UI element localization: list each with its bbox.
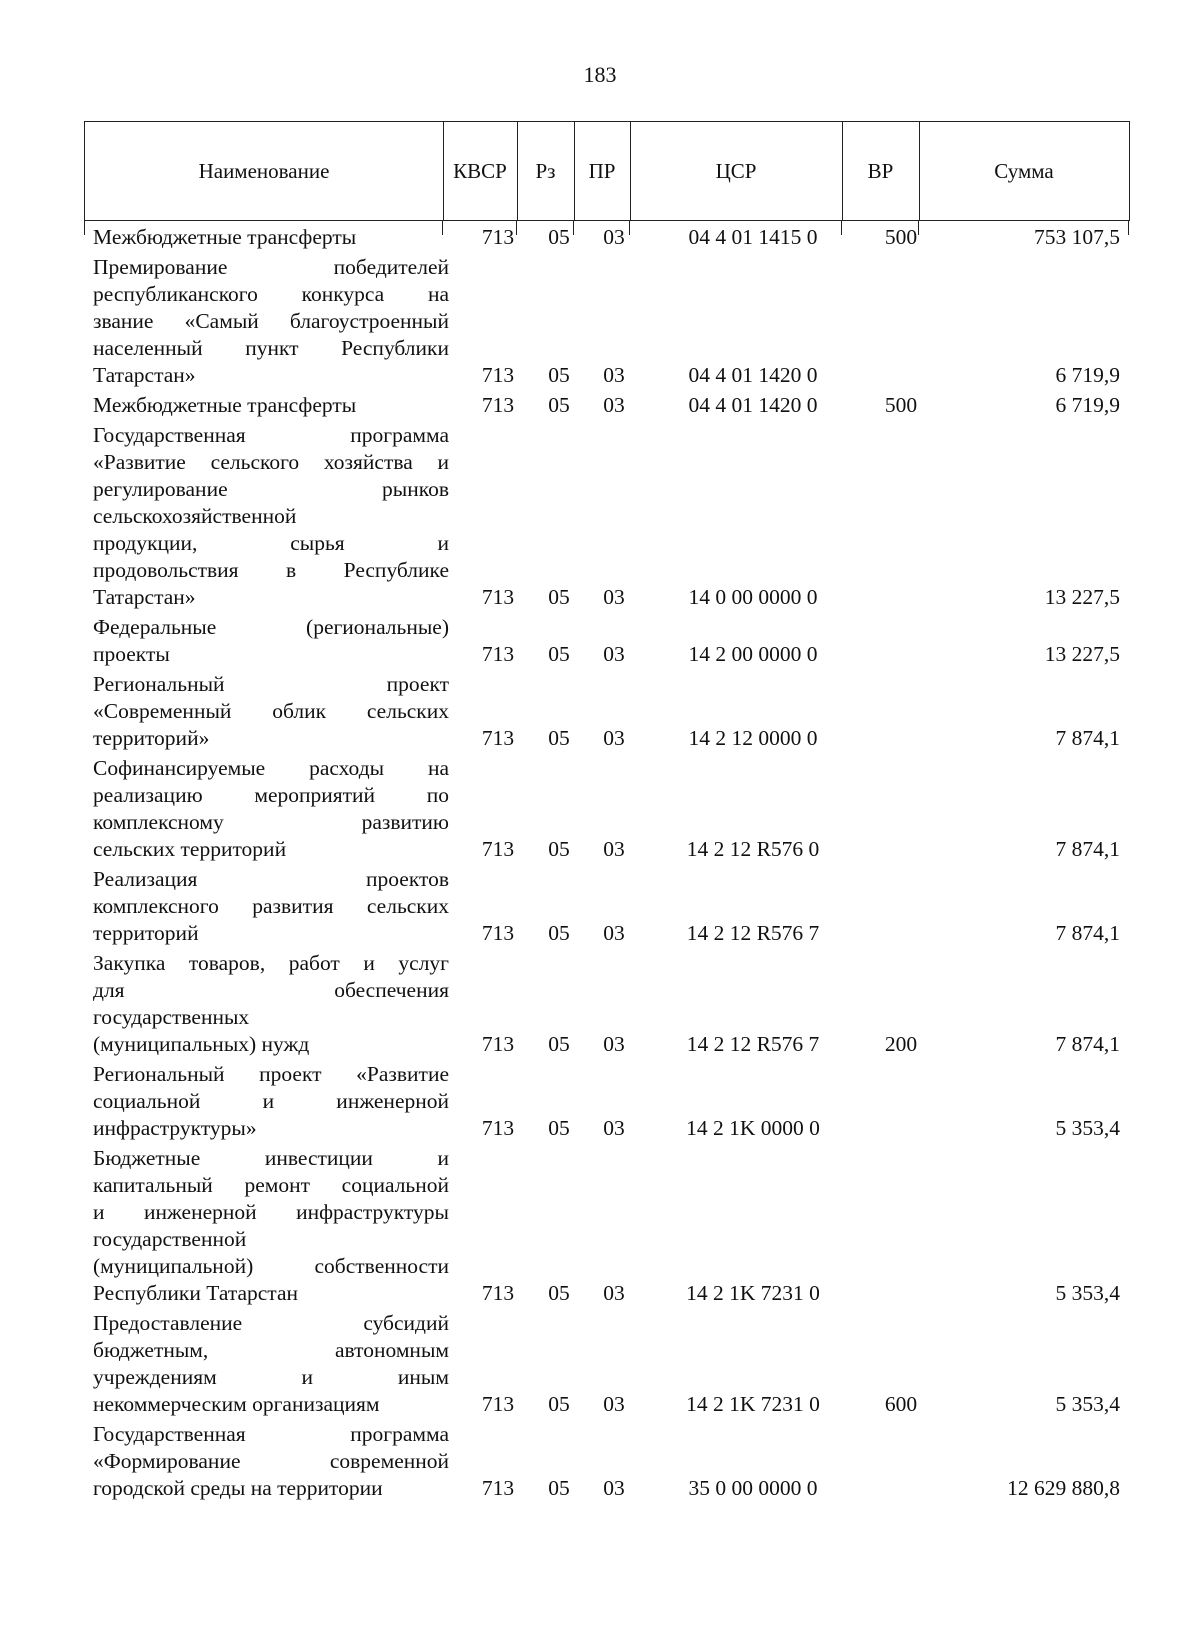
row-rz: 05	[548, 225, 570, 249]
row-csr: 04 4 01 1415 0	[688, 225, 818, 249]
row-name-line: некоммерческим организациям	[93, 1392, 380, 1416]
row-csr: 14 0 00 0000 0	[688, 585, 818, 609]
row-name-line: государственной	[93, 1227, 247, 1251]
row-name-line: Республики Татарстан	[93, 1281, 299, 1305]
row-name	[93, 224, 449, 251]
row-name-line: территорий	[93, 921, 199, 945]
table-row	[0, 254, 1200, 389]
row-rz: 05	[548, 642, 570, 666]
row-name-line: Межбюджетные трансферты	[93, 225, 357, 249]
header-vr: ВР	[867, 158, 894, 183]
row-name-line: городской среды на территории	[93, 1476, 383, 1500]
row-name	[93, 1310, 449, 1418]
row-name-line: Закупка товаров, работ и услуг	[93, 951, 449, 975]
row-kvsr: 713	[481, 225, 515, 249]
table-row	[0, 1421, 1200, 1502]
row-name-line: проекты	[93, 642, 170, 666]
row-kvsr: 713	[481, 921, 515, 945]
row-pr: 03	[603, 726, 625, 750]
row-name-line: населенный пункт Республики	[93, 336, 449, 360]
row-rz: 05	[548, 1281, 570, 1305]
row-rz: 05	[548, 726, 570, 750]
row-pr: 03	[603, 1281, 625, 1305]
row-name-line: «Современный облик сельских	[93, 699, 449, 723]
row-name-line: Государственная программа	[93, 423, 449, 447]
table-row	[0, 866, 1200, 947]
row-name	[93, 1061, 449, 1142]
row-name-line: Федеральные (региональные)	[93, 615, 449, 639]
table-row	[0, 950, 1200, 1058]
row-csr: 14 2 00 0000 0	[688, 642, 818, 666]
row-pr: 03	[603, 837, 625, 861]
row-csr: 35 0 00 0000 0	[688, 1476, 818, 1500]
row-sum: 5 353,4	[1055, 1392, 1120, 1416]
row-name-line: (муниципальных) нужд	[93, 1032, 310, 1056]
row-name-line: социальной и инженерной	[93, 1089, 449, 1113]
row-name-line: для обеспечения	[93, 978, 449, 1002]
row-kvsr: 713	[481, 1392, 515, 1416]
header-pr: ПР	[588, 158, 616, 183]
row-name	[93, 392, 449, 419]
header-rz: Рз	[535, 158, 556, 183]
row-pr: 03	[603, 1392, 625, 1416]
row-name-line: звание «Самый благоустроенный	[93, 309, 449, 333]
row-csr: 14 2 1K 7231 0	[686, 1392, 820, 1416]
row-name-line: Софинансируемые расходы на	[93, 756, 449, 780]
table-row	[0, 1061, 1200, 1142]
row-name-line: сельских территорий	[93, 837, 287, 861]
row-name	[93, 671, 449, 752]
row-sum: 5 353,4	[1055, 1281, 1120, 1305]
row-pr: 03	[603, 642, 625, 666]
row-kvsr: 713	[481, 1032, 515, 1056]
row-rz: 05	[548, 837, 570, 861]
row-name	[93, 950, 449, 1058]
row-rz: 05	[548, 921, 570, 945]
row-rz: 05	[548, 1116, 570, 1140]
row-name	[93, 614, 449, 668]
row-kvsr: 713	[481, 1281, 515, 1305]
row-name	[93, 866, 449, 947]
row-rz: 05	[548, 1476, 570, 1500]
row-name-line: регулирование рынков	[93, 477, 449, 501]
table-header	[84, 121, 1130, 221]
row-vr: 500	[884, 225, 918, 249]
row-name-line: территорий»	[93, 726, 210, 750]
row-name-line: Татарстан»	[93, 585, 196, 609]
row-csr: 14 2 12 R576 7	[686, 921, 820, 945]
row-csr: 14 2 12 0000 0	[688, 726, 818, 750]
row-sum: 13 227,5	[1044, 585, 1120, 609]
row-kvsr: 713	[481, 363, 515, 387]
row-sum: 13 227,5	[1044, 642, 1120, 666]
row-vr: 600	[884, 1392, 918, 1416]
row-name-line: государственных	[93, 1005, 250, 1029]
row-name-line: Межбюджетные трансферты	[93, 393, 357, 417]
row-rz: 05	[548, 363, 570, 387]
row-sum: 753 107,5	[1034, 225, 1120, 249]
row-rz: 05	[548, 1032, 570, 1056]
row-name-line: Региональный проект «Развитие	[93, 1062, 449, 1086]
row-sum: 12 629 880,8	[1007, 1476, 1120, 1500]
row-name-line: инфраструктуры»	[93, 1116, 257, 1140]
table-row	[0, 422, 1200, 611]
row-pr: 03	[603, 1476, 625, 1500]
row-name-line: сельскохозяйственной	[93, 504, 297, 528]
row-csr: 14 2 12 R576 7	[686, 1032, 820, 1056]
row-name-line: республиканского конкурса на	[93, 282, 449, 306]
row-kvsr: 713	[481, 393, 515, 417]
row-kvsr: 713	[481, 585, 515, 609]
row-csr: 14 2 12 R576 0	[686, 837, 820, 861]
table-row	[0, 755, 1200, 863]
table-row	[0, 392, 1200, 419]
header-sum: Сумма	[994, 158, 1054, 183]
row-sum: 7 874,1	[1055, 837, 1120, 861]
row-name-line: комплексному развитию	[93, 810, 449, 834]
row-sum: 7 874,1	[1055, 726, 1120, 750]
row-pr: 03	[603, 921, 625, 945]
header-csr: ЦСР	[715, 158, 757, 183]
row-name-line: «Формирование современной	[93, 1449, 449, 1473]
row-name-line: Региональный проект	[93, 672, 449, 696]
row-sum: 5 353,4	[1055, 1116, 1120, 1140]
table-row	[0, 1310, 1200, 1418]
row-rz: 05	[548, 1392, 570, 1416]
row-csr: 04 4 01 1420 0	[688, 393, 818, 417]
header-name: Наименование	[198, 158, 330, 183]
row-name-line: комплексного развития сельских	[93, 894, 449, 918]
row-name-line: продукции, сырья и	[93, 531, 449, 555]
row-name-line: Бюджетные инвестиции и	[93, 1146, 449, 1170]
row-kvsr: 713	[481, 726, 515, 750]
row-sum: 6 719,9	[1055, 393, 1120, 417]
header-kvsr: КВСР	[453, 158, 507, 183]
row-name-line: бюджетным, автономным	[93, 1338, 449, 1362]
row-pr: 03	[603, 393, 625, 417]
row-name-line: продовольствия в Республике	[93, 558, 449, 582]
row-vr: 200	[884, 1032, 918, 1056]
row-vr: 500	[884, 393, 918, 417]
row-sum: 7 874,1	[1055, 1032, 1120, 1056]
row-name-line: и инженерной инфраструктуры	[93, 1200, 449, 1224]
row-csr: 14 2 1K 7231 0	[686, 1281, 820, 1305]
row-pr: 03	[603, 585, 625, 609]
row-name-line: Премирование победителей	[93, 255, 449, 279]
row-name	[93, 422, 449, 611]
row-sum: 7 874,1	[1055, 921, 1120, 945]
row-name	[93, 755, 449, 863]
row-name-line: учреждениям и иным	[93, 1365, 449, 1389]
row-name-line: капитальный ремонт социальной	[93, 1173, 449, 1197]
row-kvsr: 713	[481, 1476, 515, 1500]
row-rz: 05	[548, 393, 570, 417]
row-pr: 03	[603, 225, 625, 249]
row-kvsr: 713	[481, 642, 515, 666]
table-row	[0, 224, 1200, 251]
row-name-line: Предоставление субсидий	[93, 1311, 449, 1335]
table-row	[0, 1145, 1200, 1307]
row-rz: 05	[548, 585, 570, 609]
row-pr: 03	[603, 1032, 625, 1056]
row-name-line: Татарстан»	[93, 363, 196, 387]
row-name	[93, 254, 449, 389]
row-name	[93, 1421, 449, 1502]
row-name	[93, 1145, 449, 1307]
row-pr: 03	[603, 363, 625, 387]
table-body	[0, 224, 1200, 1505]
row-name-line: (муниципальной) собственности	[93, 1254, 449, 1278]
row-pr: 03	[603, 1116, 625, 1140]
row-kvsr: 713	[481, 837, 515, 861]
table-row	[0, 614, 1200, 668]
row-name-line: Реализация проектов	[93, 867, 449, 891]
row-sum: 6 719,9	[1055, 363, 1120, 387]
row-kvsr: 713	[481, 1116, 515, 1140]
row-name-line: «Развитие сельского хозяйства и	[93, 450, 449, 474]
row-name-line: реализацию мероприятий по	[93, 783, 449, 807]
row-csr: 04 4 01 1420 0	[688, 363, 818, 387]
row-csr: 14 2 1K 0000 0	[686, 1116, 820, 1140]
row-name-line: Государственная программа	[93, 1422, 449, 1446]
page-number: 183	[583, 62, 617, 87]
table-row	[0, 671, 1200, 752]
